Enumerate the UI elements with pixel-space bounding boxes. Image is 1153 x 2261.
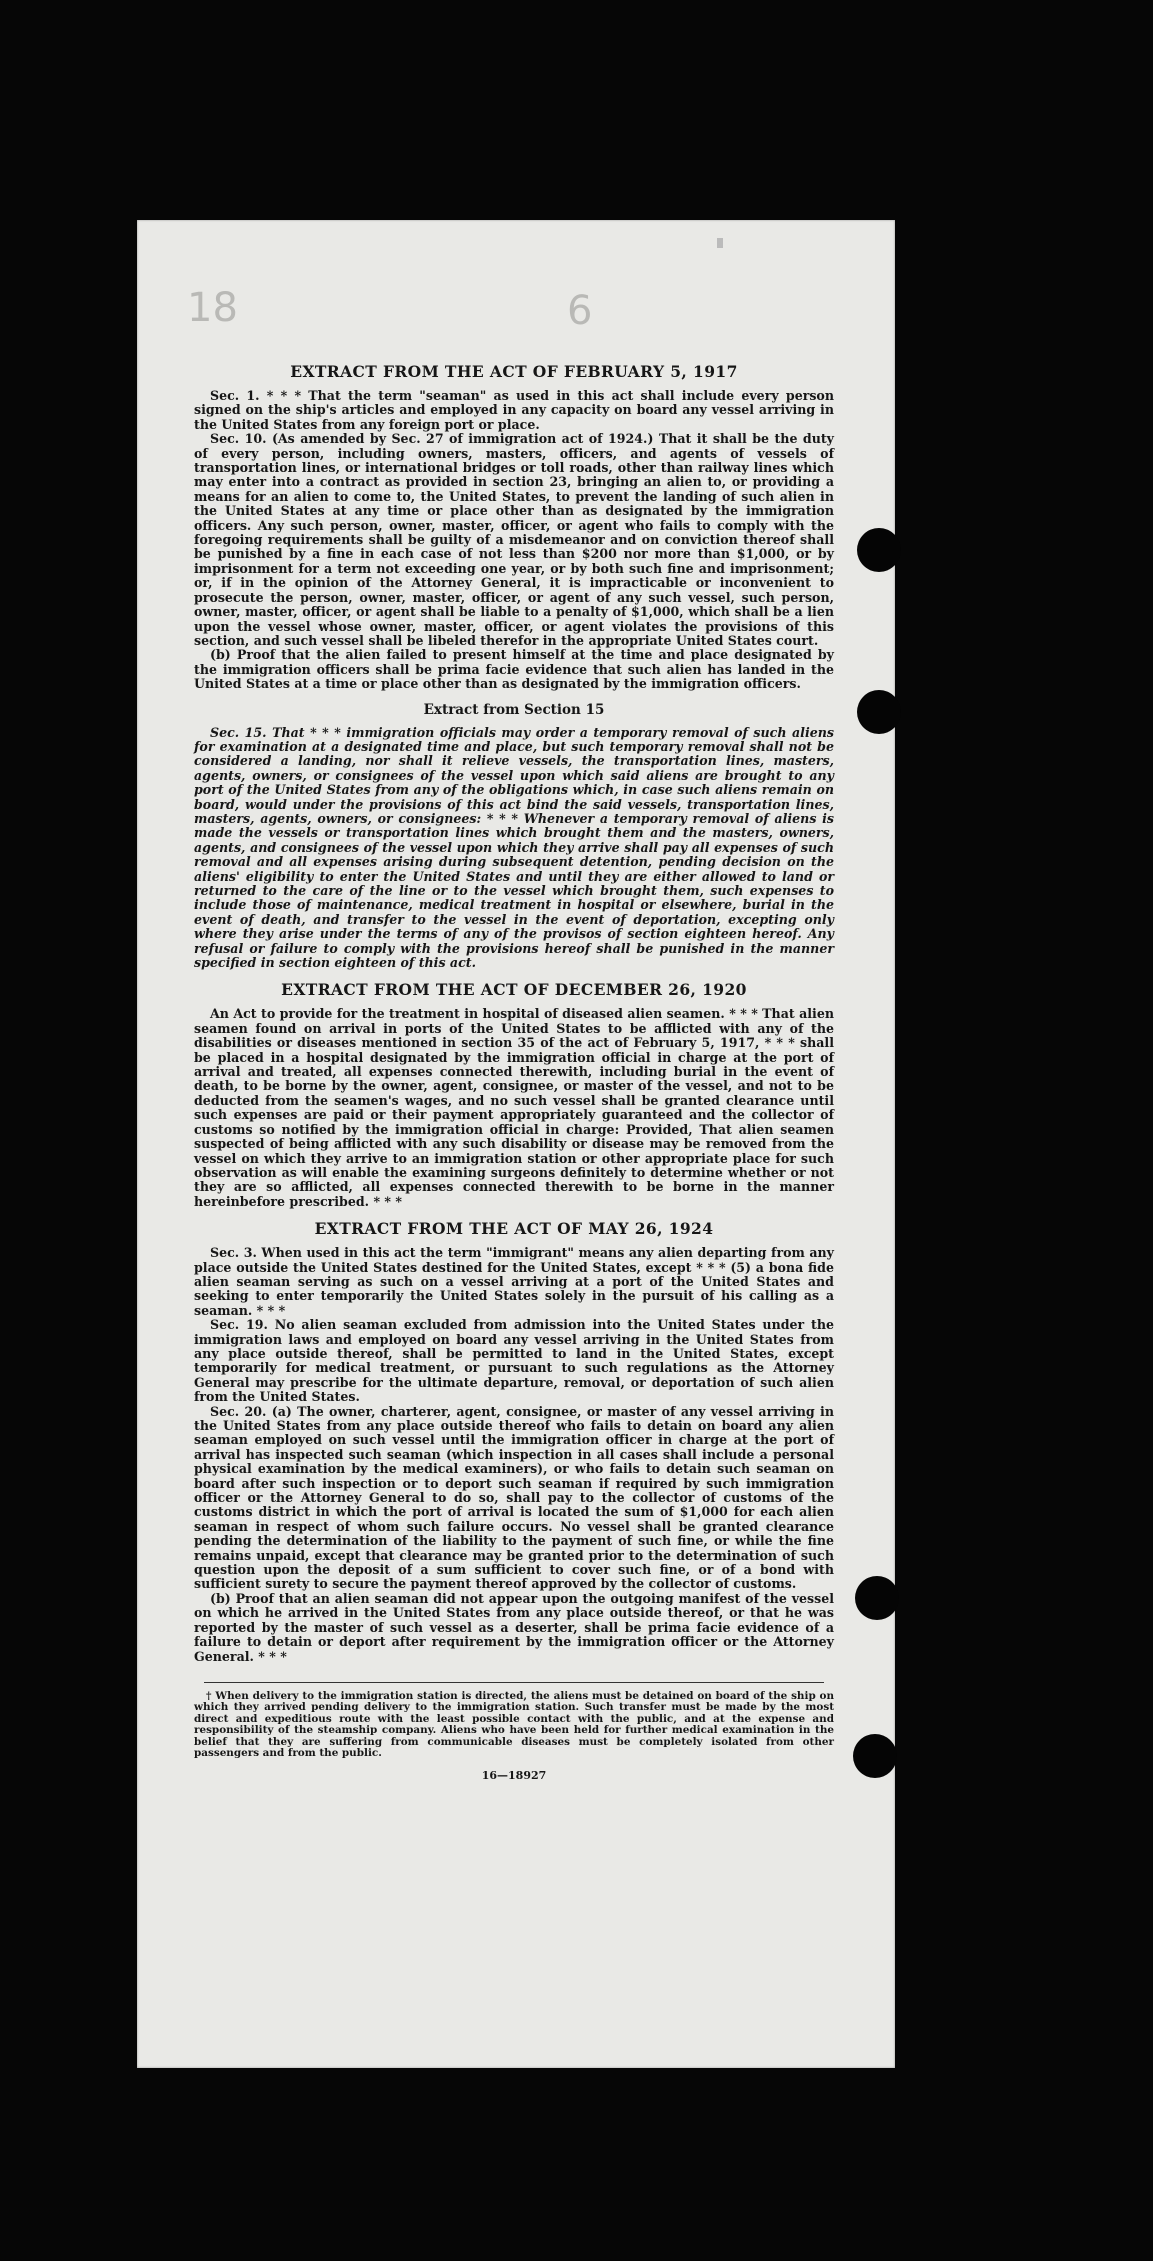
paragraph-sec-15: Sec. 15. That * * * immigration officials may order a temporary removal of such aliens for examination at a designated time and place, but such temporary removal shall not be considered a landing, nor shall it relieve vessels, the transportation lines, masters, agents, owners, or consignees of the vessel upon which said aliens are brought to any port of the United States from any of the obligations which, in case such aliens remain on board, would under the provisions of this act bind the said vessels, transportation lines, masters, agents, owners, or consignees: * * * Whenever a temporary removal of aliens is made the vessels or transportation lines which brought them and the masters, owners, agents, and consignees of the vessel upon which they arrive shall pay all expenses of such removal and all expenses arising during subsequent detention, pending decision on the aliens' eligibility to enter the United States and until they are either allowed to land or returned to the care of the line or to the vessel which brought them, such expenses to include those of maintenance, medical treatment in hospital or elsewhere, burial in the event of death, and transfer to the vessel in the event of deportation, excepting only where they arise under the terms of any of the provisos of section eighteen hereof. Any refusal or failure to comply with the provisions hereof shall be punished in the manner specified in section eighteen of this act. xyxy=(194,724,834,971)
bleed-through-number-2: 6 xyxy=(567,288,593,334)
section-heading-15: Extract from Section 15 xyxy=(423,701,605,718)
document-body xyxy=(194,362,834,1782)
punch-hole xyxy=(855,1576,899,1620)
bleed-through-number: 18 xyxy=(187,285,238,331)
paragraph-sec-10: Sec. 10. (As amended by Sec. 27 of immigration act of 1924.) That it shall be the duty of every person, including owners, masters, officers, and agents of vessels of transportation lines, or international bridges or toll roads, other than railway lines which may enter into a contract as provided in section 23, bringing an alien to, or providing a means for an alien to come to, the United States, to prevent the landing of such alien in the United States at any time or place other than as designated by the immigration officers. Any such person, owner, master, officer, or agent who fails to comply with the foregoing requirements shall be guilty of a misdemeanor and on conviction thereof shall be punished by a fine in each case of not less than $200 nor more than $1,000, or by imprisonment for a term not exceeding one year, or by both such fine and imprisonment; or, if in the opinion of the Attorney General, it is impracticable or inconvenient to prosecute the person, owner, master, officer, or agent of any such vessel, such person, owner, master, officer, or agent shall be liable to a penalty of $1,000, which shall be a lien upon the vessel whose owner, master, officer, or agent violates the provisions of this section, and such vessel shall be libeled therefor in the appropriate United States court. xyxy=(194,431,834,648)
section-heading-1917: EXTRACT FROM THE ACT OF FEBRUARY 5, 1917 xyxy=(290,362,738,381)
paper-mark xyxy=(717,238,723,248)
print-number: 16—18927 xyxy=(481,1769,547,1783)
footnote: † When delivery to the immigration station is directed, the aliens must be detained on board of the ship on which they arrived pending delivery to the immigration station. Such transfer must be made by the most direct and expeditious route with the least possible contact with the public, and at the expense and responsibility of the steamship company. Aliens who have been held for further medical examination in the belief that they are suffering from communicable diseases must be completely isolated from other passengers and from the public. xyxy=(194,1689,834,1759)
document-page xyxy=(137,220,895,2068)
paragraph-sec-20-a: Sec. 20. (a) The owner, charterer, agent, consignee, or master of any vessel arriving in the United States from any place outside thereof who fails to detain on board any alien seaman employed on such vessel until the immigration officer in charge at the port of arrival has inspected such seaman (which inspection in all cases shall include a personal physical examination by the medical examiners), or who fails to detain such seaman on board after such inspection or to deport such seaman if required by such immigration officer or the Attorney General to do so, shall pay to the collector of customs of the customs district in which the port of arrival is located the sum of $1,000 for each alien seaman in respect of whom such failure occurs. No vessel shall be granted clearance pending the determination of the liability to the payment of such fine, or while the fine remains unpaid, except that clearance may be granted prior to the determination of such question upon the deposit of a sum sufficient to cover such fine, or of a bond with sufficient surety to secure the payment thereof approved by the collector of customs. xyxy=(194,1403,834,1592)
punch-hole xyxy=(857,528,901,572)
punch-hole xyxy=(857,690,901,734)
paragraph-sec-10-b: (b) Proof that the alien failed to present himself at the time and place designated by the immigration officers shall be prima facie evidence that such alien has landed in the United States at a time or place other than as designated by the immigration officers. xyxy=(194,647,834,692)
footnote-divider xyxy=(204,1682,824,1683)
paragraph-act-1920: An Act to provide for the treatment in hospital of diseased alien seamen. * * * That alien seamen found on arrival in ports of the United States to be afflicted with any of the disabilities or diseases mentioned in section 35 of the act of February 5, 1917, * * * shall be placed in a hospital designated by the immigration official in charge at the port of arrival and treated, all expenses connected therewith, including burial in the event of death, to be borne by the owner, agent, consignee, or master of the vessel, and not to be deducted from the seamen's wages, and no such vessel shall be granted clearance until such expenses are paid or their payment appropriately guaranteed and the collector of customs so notified by the immigration official in charge: Provided, That alien seamen suspected of being afflicted with any such disability or disease may be removed from the vessel on which they arrive to an immigration station or other appropriate place for such observation as will enable the examining surgeons definitely to determine whether or not they are so afflicted, all expenses connected therewith to be borne in the manner hereinbefore prescribed. * * * xyxy=(194,1006,834,1209)
paragraph-sec-19: Sec. 19. No alien seaman excluded from admission into the United States under the immigration laws and employed on board any vessel arriving in the United States from any place outside thereof, shall be permitted to land in the United States, except temporarily for medical treatment, or pursuant to such regulations as the Attorney General may prescribe for the ultimate departure, removal, or deportation of such alien from the United States. xyxy=(194,1317,834,1405)
paragraph-sec-20-b: (b) Proof that an alien seaman did not appear upon the outgoing manifest of the vessel on which he arrived in the United States from any place outside thereof, or that he was reported by the master of such vessel as a deserter, shall be prima facie evidence of a failure to detain or deport after requirement by the immigration officer or the Attorney General. * * * xyxy=(194,1590,834,1664)
paragraph-sec-3: Sec. 3. When used in this act the term "immigrant" means any alien departing from any place outside the United States destined for the United States, except * * * (5) a bona fide alien seaman serving as such on a vessel arriving at a port of the United States and seeking to enter temporarily the United States solely in the pursuit of his calling as a seaman. * * * xyxy=(194,1245,834,1318)
paragraph-sec-1: Sec. 1. * * * That the term "seaman" as used in this act shall include every person signed on the ship's articles and employed in any capacity on board any vessel arriving in the United States from any foreign port or place. xyxy=(194,388,834,432)
punch-hole xyxy=(853,1734,897,1778)
section-heading-1920: EXTRACT FROM THE ACT OF DECEMBER 26, 1920 xyxy=(281,980,747,1000)
section-heading-1924: EXTRACT FROM THE ACT OF MAY 26, 1924 xyxy=(314,1219,714,1239)
